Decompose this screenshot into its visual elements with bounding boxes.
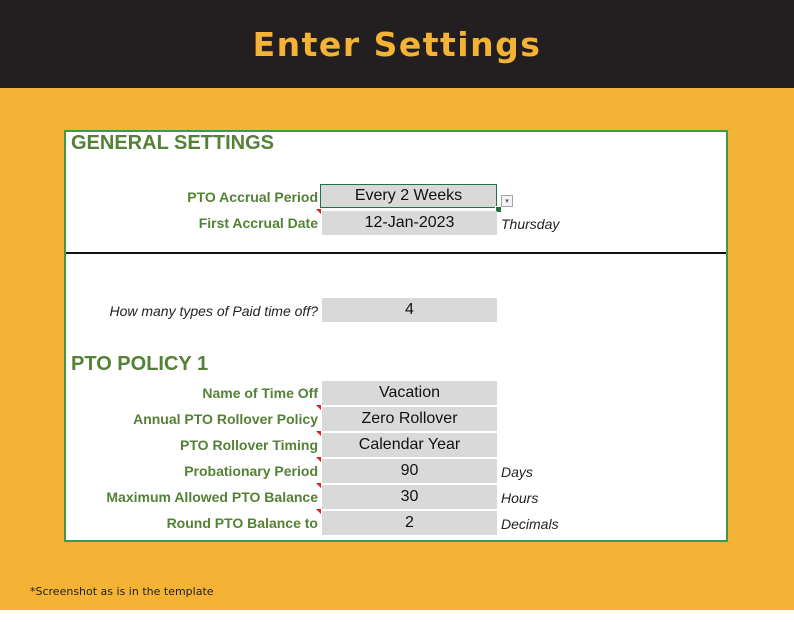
accrual-period-select[interactable]: Every 2 Weeks: [320, 184, 497, 208]
first-accrual-input[interactable]: 12-Jan-2023: [322, 211, 497, 235]
probation-input[interactable]: 90: [322, 459, 497, 483]
rollover-timing-input[interactable]: Calendar Year: [322, 433, 497, 457]
policy-title: PTO POLICY 1: [71, 353, 209, 375]
footer-note: *Screenshot as is in the template: [30, 585, 214, 598]
page-title: Enter Settings: [252, 24, 542, 64]
comment-indicator-icon: [315, 509, 321, 515]
dropdown-arrow-icon[interactable]: ▾: [501, 195, 513, 207]
types-count-input[interactable]: 4: [322, 298, 497, 322]
comment-indicator-icon: [315, 405, 321, 411]
probation-unit: Days: [501, 464, 533, 480]
time-off-name-input[interactable]: Vacation: [322, 381, 497, 405]
policy-row-label: Name of Time Off: [202, 385, 318, 401]
comment-indicator-icon: [315, 209, 321, 215]
policy-row-label: Round PTO Balance to: [166, 515, 318, 531]
max-balance-unit: Hours: [501, 490, 539, 506]
round-balance-unit: Decimals: [501, 516, 559, 532]
policy-row-label: Probationary Period: [184, 463, 318, 479]
policy-row-label: PTO Rollover Timing: [180, 437, 318, 453]
section-divider: [66, 252, 726, 254]
comment-indicator-icon: [315, 457, 321, 463]
max-balance-input[interactable]: 30: [322, 485, 497, 509]
comment-indicator-icon: [315, 483, 321, 489]
general-settings-title: GENERAL SETTINGS: [71, 132, 274, 154]
policy-row-label: Maximum Allowed PTO Balance: [106, 489, 318, 505]
policy-row-label: Annual PTO Rollover Policy: [133, 411, 318, 427]
accrual-period-label: PTO Accrual Period: [187, 189, 318, 205]
first-accrual-label: First Accrual Date: [198, 215, 318, 231]
types-label: How many types of Paid time off?: [109, 303, 318, 319]
settings-panel: [64, 130, 728, 542]
rollover-policy-input[interactable]: Zero Rollover: [322, 407, 497, 431]
first-accrual-day: Thursday: [501, 216, 560, 232]
comment-indicator-icon: [315, 431, 321, 437]
page-header: [0, 0, 794, 88]
round-balance-input[interactable]: 2: [322, 511, 497, 535]
